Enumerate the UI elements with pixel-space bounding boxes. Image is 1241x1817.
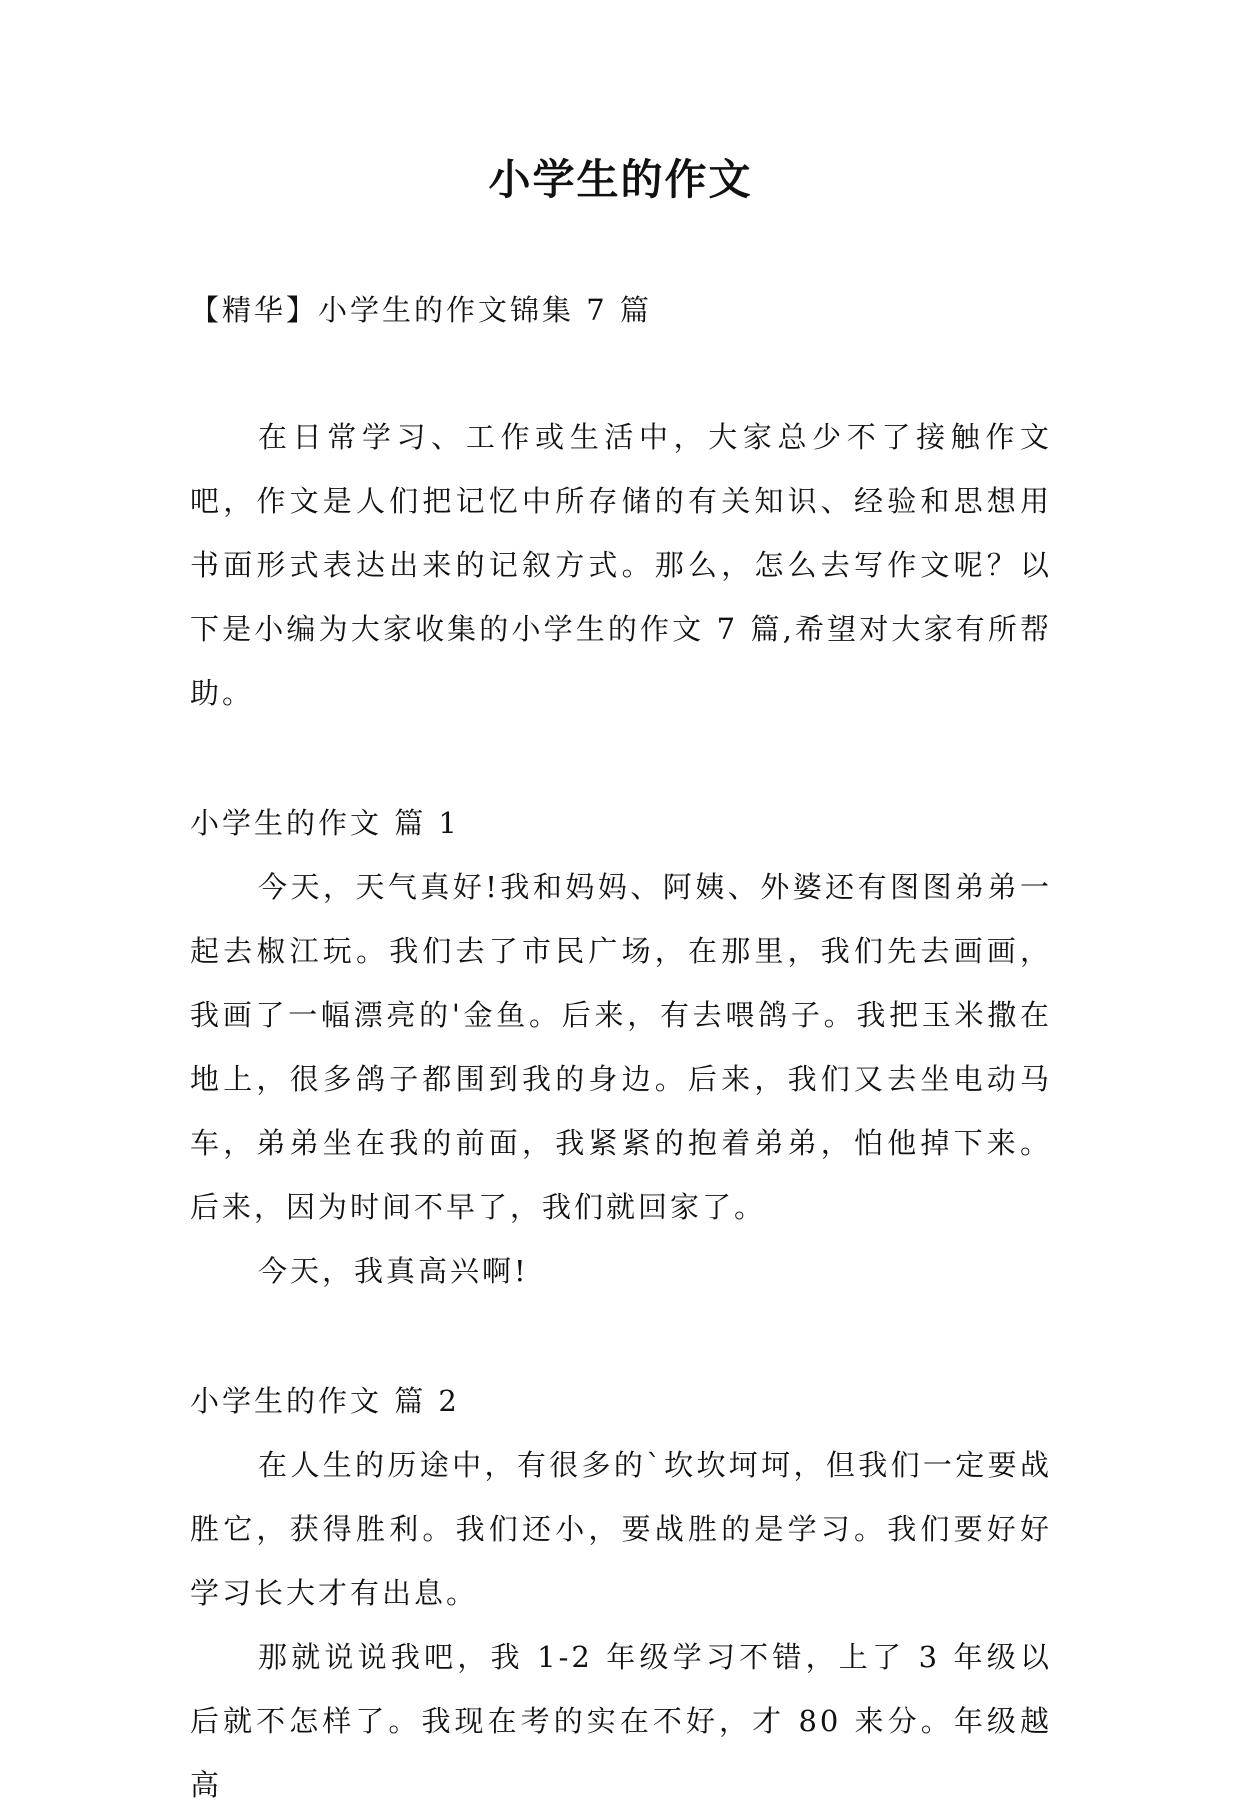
section-gap <box>190 725 1052 791</box>
document-subtitle: 【精华】小学生的作文锦集 7 篇 <box>190 293 652 327</box>
section-paragraph: 今天，我真高兴啊! <box>258 1254 529 1288</box>
section-paragraph: 在人生的历途中，有很多的`坎坎坷坷，但我们一定要战胜它，获得胜利。我们还小，要战胜的是学习。我们要好好学习长大才有出息。 <box>190 1448 1052 1610</box>
section-heading: 小学生的作文 篇 2 <box>190 1384 460 1418</box>
intro-paragraph: 在日常学习、工作或生活中，大家总少不了接触作文吧，作文是人们把记忆中所存储的有关知识、经验和思想用书面形式表达出来的记叙方式。那么，怎么去写作文呢？以下是小编为大家收集的小学生的作文 7 篇,希望对大家有所帮助。 <box>190 420 1052 710</box>
section-gap <box>190 1303 1052 1369</box>
section-paragraph: 那就说说我吧，我 1-2 年级学习不错，上了 3 年级以后就不怎样了。我现在考的实在不好，才 80 来分。年级越高 <box>190 1640 1052 1802</box>
document-body <box>190 405 1052 1817</box>
document-title: 小学生的作文 <box>488 155 753 204</box>
section-paragraph: 今天，天气真好!我和妈妈、阿姨、外婆还有图图弟弟一起去椒江玩。我们去了市民广场，在那里，我们先去画画，我画了一幅漂亮的'金鱼。后来，有去喂鸽子。我把玉米撒在地上，很多鸽子都围到我的身边。后来，我们又去坐电动马车，弟弟坐在我的前面，我紧紧的抱着弟弟，怕他掉下来。后来，因为时间不早了，我们就回家了。 <box>190 870 1052 1224</box>
section-heading: 小学生的作文 篇 1 <box>190 806 460 840</box>
